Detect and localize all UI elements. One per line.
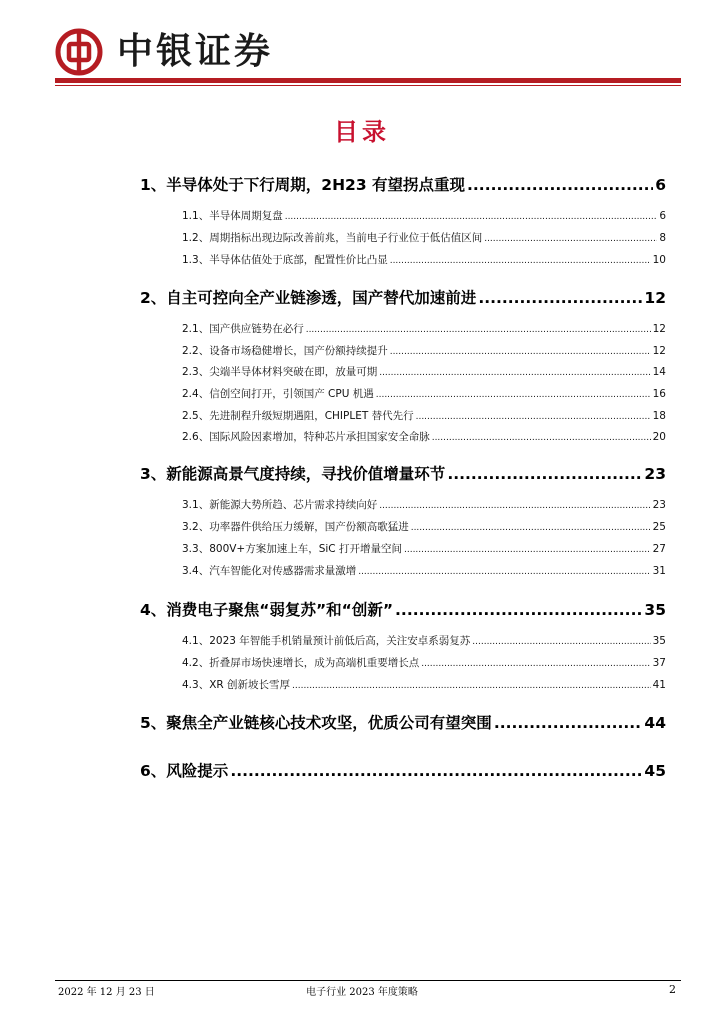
toc-entry[interactable] [182, 321, 666, 336]
toc-number: 2、 [140, 289, 167, 307]
toc-leader [421, 659, 650, 669]
toc-text: XR 创新坡长雪厚 [209, 679, 291, 691]
toc-text: 折叠屏市场快速增长，成为高端机重要增长点 [209, 657, 420, 669]
toc-entry[interactable] [140, 462, 666, 484]
toc-page: 12 [644, 289, 666, 307]
toc-number: 1、 [140, 176, 167, 194]
footer-date: 2022 年 12 月 23 日 [58, 987, 155, 998]
toc-leader [285, 212, 658, 222]
toc-leader [376, 390, 651, 400]
toc-leader [467, 176, 653, 194]
toc-leader [416, 412, 651, 422]
toc-leader [379, 368, 650, 378]
toc-text: 设备市场稳健增长，国产份额持续提升 [209, 345, 388, 357]
toc-entry[interactable] [140, 711, 666, 733]
toc-text: 汽车智能化对传感器需求量激增 [209, 565, 357, 577]
toc-number: 4.3、 [182, 679, 210, 691]
toc-text: 周期指标出现边际改善前兆，当前电子行业位于低估值区间 [209, 232, 483, 244]
toc-text: 风险提示 [166, 762, 229, 780]
toc-page: 31 [652, 565, 666, 577]
brand-name: 中银证券 [117, 30, 274, 72]
toc-number: 1.2、 [182, 232, 210, 244]
toc-leader [306, 325, 651, 335]
toc-leader [390, 256, 651, 266]
toc-entry[interactable] [140, 759, 666, 781]
toc-number: 2.4、 [182, 388, 210, 400]
toc-page: 45 [644, 762, 666, 780]
toc-number: 3.3、 [182, 543, 210, 555]
toc-leader [472, 637, 650, 647]
toc-page: 8 [659, 232, 666, 244]
toc-page: 44 [644, 714, 666, 732]
toc-entry[interactable] [140, 286, 666, 308]
toc-page: 25 [652, 521, 666, 533]
toc-entry[interactable] [182, 208, 666, 223]
toc-text: 先进制程升级短期遇阻，CHIPLET 替代先行 [209, 410, 414, 422]
toc-entry[interactable] [182, 386, 666, 401]
toc-page: 23 [644, 465, 666, 483]
toc-leader [494, 714, 643, 732]
header [55, 28, 685, 80]
toc-text: 半导体处于下行周期，2H23 有望拐点重现 [166, 176, 466, 194]
toc-number: 4、 [140, 601, 167, 619]
toc-number: 1.3、 [182, 254, 210, 266]
toc-leader [478, 289, 642, 307]
toc-page: 10 [652, 254, 666, 266]
toc-leader [230, 762, 642, 780]
bank-of-china-logo-icon [55, 28, 103, 76]
toc-entry[interactable] [182, 519, 666, 534]
toc-number: 4.1、 [182, 635, 210, 647]
toc-number: 6、 [140, 762, 167, 780]
toc-entry[interactable] [182, 364, 666, 379]
toc-page: 27 [652, 543, 666, 555]
toc-entry[interactable] [182, 252, 666, 267]
toc-text: 国际风险因素增加，特种芯片承担国家安全命脉 [209, 431, 430, 443]
toc-text: 自主可控向全产业链渗透，国产替代加速前进 [166, 289, 477, 307]
toc-leader [292, 681, 651, 691]
toc-number: 1.1、 [182, 210, 210, 222]
toc-leader [432, 433, 651, 443]
toc-number: 3、 [140, 465, 167, 483]
toc-text: 800V+方案加速上车，SiC 打开增量空间 [209, 543, 402, 555]
toc-leader [358, 567, 650, 577]
toc-text: 2023 年智能手机销量预计前低后高，关注安卓系弱复苏 [209, 635, 471, 647]
toc-leader [395, 601, 642, 619]
toc-page: 35 [644, 601, 666, 619]
toc-leader [379, 501, 650, 511]
toc-leader [411, 523, 651, 533]
toc-text: 信创空间打开，引领国产 CPU 机遇 [209, 388, 374, 400]
toc-number: 3.2、 [182, 521, 210, 533]
toc-number: 2.2、 [182, 345, 210, 357]
page-title: 目录 [334, 118, 390, 146]
toc-number: 3.1、 [182, 499, 210, 511]
page-number: 2 [669, 983, 676, 996]
toc-entry[interactable] [182, 408, 666, 423]
toc-entry[interactable] [182, 633, 666, 648]
toc-number: 2.6、 [182, 431, 210, 443]
toc-number: 4.2、 [182, 657, 210, 669]
toc-text: 新能源高景气度持续，寻找价值增量环节 [166, 465, 446, 483]
header-divider [55, 78, 681, 83]
toc-entry[interactable] [182, 677, 666, 692]
toc-page: 35 [652, 635, 666, 647]
footer-doc-title: 电子行业 2023 年度策略 [306, 987, 418, 998]
toc-page: 12 [652, 323, 666, 335]
toc-leader [484, 234, 657, 244]
toc-entry[interactable] [182, 497, 666, 512]
toc-number: 2.5、 [182, 410, 210, 422]
toc-leader [390, 347, 651, 357]
toc-number: 2.1、 [182, 323, 210, 335]
toc-text: 消费电子聚焦“弱复苏”和“创新” [166, 601, 394, 619]
toc-entry[interactable] [182, 230, 666, 245]
toc-leader [447, 465, 642, 483]
toc-text: 新能源大势所趋、芯片需求持续向好 [209, 499, 378, 511]
toc-entry[interactable] [182, 655, 666, 670]
toc-entry[interactable] [182, 429, 666, 444]
toc-entry[interactable] [140, 598, 666, 620]
toc-page: 20 [652, 431, 666, 443]
toc-page: 12 [652, 345, 666, 357]
toc-entry[interactable] [182, 541, 666, 556]
toc-page: 16 [652, 388, 666, 400]
footer-divider [55, 980, 681, 981]
header-divider-thin [55, 85, 681, 86]
toc-page: 41 [652, 679, 666, 691]
toc-number: 2.3、 [182, 366, 210, 378]
toc-page: 23 [652, 499, 666, 511]
toc-number: 3.4、 [182, 565, 210, 577]
toc-text: 半导体周期复盘 [209, 210, 283, 222]
toc-entry[interactable] [140, 173, 666, 195]
toc-text: 国产供应链势在必行 [209, 323, 304, 335]
toc-text: 功率器件供给压力缓解，国产份额高歌猛进 [209, 521, 409, 533]
toc-leader [404, 545, 651, 555]
toc-page: 6 [655, 176, 666, 194]
toc-page: 6 [659, 210, 666, 222]
toc-page: 18 [652, 410, 666, 422]
toc-text: 尖端半导体材料突破在即，放量可期 [209, 366, 378, 378]
toc-page: 14 [652, 366, 666, 378]
toc-entry[interactable] [182, 343, 666, 358]
toc-number: 5、 [140, 714, 167, 732]
toc-entry[interactable] [182, 563, 666, 578]
toc-text: 半导体估值处于底部，配置性价比凸显 [209, 254, 388, 266]
toc-text: 聚焦全产业链核心技术攻坚，优质公司有望突围 [166, 714, 492, 732]
toc-page: 37 [652, 657, 666, 669]
